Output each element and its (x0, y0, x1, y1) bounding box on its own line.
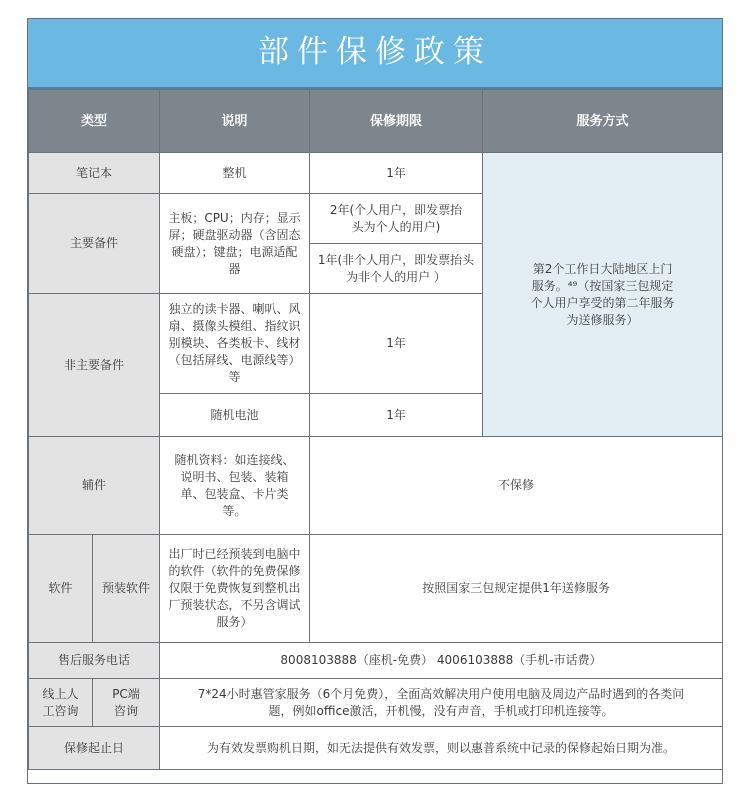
type-software: 软件 (29, 535, 93, 643)
header-type: 类型 (29, 90, 160, 153)
table-row (29, 679, 723, 727)
desc-major-parts: 主板；CPU；内存；显示屏；硬盘驱动器（含固态硬盘）；键盘；电源适配器 (160, 194, 310, 294)
period-battery: 1年 (310, 394, 483, 437)
value-online-consult: 7*24小时惠管家服务（6个月免费），全面高效解决用户使用电脑及周边产品时遇到的各类问题，例如office激活，开机慢，没有声音，手机或打印机连接等。 (160, 679, 723, 727)
period-minor-parts: 1年 (310, 294, 483, 394)
subtype-preinstalled: 预装软件 (93, 535, 160, 643)
type-notebook: 笔记本 (29, 153, 160, 194)
service-method: 第2个工作日大陆地区上门服务。⁴⁹（按国家三包规定个人用户享受的第二年服务为送修服务） (483, 153, 723, 437)
label-online-consult: 线上人工咨询 (29, 679, 93, 727)
type-major-parts: 主要备件 (29, 194, 160, 294)
value-hotline: 8008103888（座机-免费） 4006103888（手机-市话费） (160, 643, 723, 679)
label-pc-consult: PC端咨询 (93, 679, 160, 727)
header-description: 说明 (160, 90, 310, 153)
header-period: 保修期限 (310, 90, 483, 153)
desc-software: 出厂时已经预装到电脑中的软件（软件的免费保修仅限于免费恢复到整机出厂预装状态，不另含调试服务） (160, 535, 310, 643)
warranty-table (28, 89, 723, 770)
table-row (29, 727, 723, 770)
label-warranty-start: 保修起止日 (29, 727, 160, 770)
label-hotline: 售后服务电话 (29, 643, 160, 679)
warranty-policy-document (27, 18, 723, 784)
desc-accessories: 随机资料：如连接线、说明书、包装、装箱单、包装盒、卡片类等。 (160, 437, 310, 535)
policy-software: 按照国家三包规定提供1年送修服务 (310, 535, 723, 643)
period-business: 1年(非个人用户，即发票抬头为非个人的用户 ） (310, 244, 483, 294)
header-service: 服务方式 (483, 90, 723, 153)
policy-accessories: 不保修 (310, 437, 723, 535)
table-header-row (29, 90, 723, 153)
page-title: 部件保修政策 (28, 19, 722, 89)
table-row (29, 643, 723, 679)
desc-minor-parts: 独立的读卡器、喇叭、风扇、摄像头模组、指纹识别模块、各类板卡、线材（包括屏线、电源线等）等 (160, 294, 310, 394)
table-row (29, 153, 723, 194)
desc-notebook: 整机 (160, 153, 310, 194)
desc-battery: 随机电池 (160, 394, 310, 437)
type-accessories: 辅件 (29, 437, 160, 535)
period-notebook: 1年 (310, 153, 483, 194)
table-row (29, 535, 723, 643)
table-row (29, 437, 723, 535)
period-personal: 2年(个人用户，即发票抬头为个人的用户) (310, 194, 483, 244)
type-minor-parts: 非主要备件 (29, 294, 160, 437)
value-warranty-start: 为有效发票购机日期，如无法提供有效发票，则以惠普系统中记录的保修起始日期为准。 (160, 727, 723, 770)
